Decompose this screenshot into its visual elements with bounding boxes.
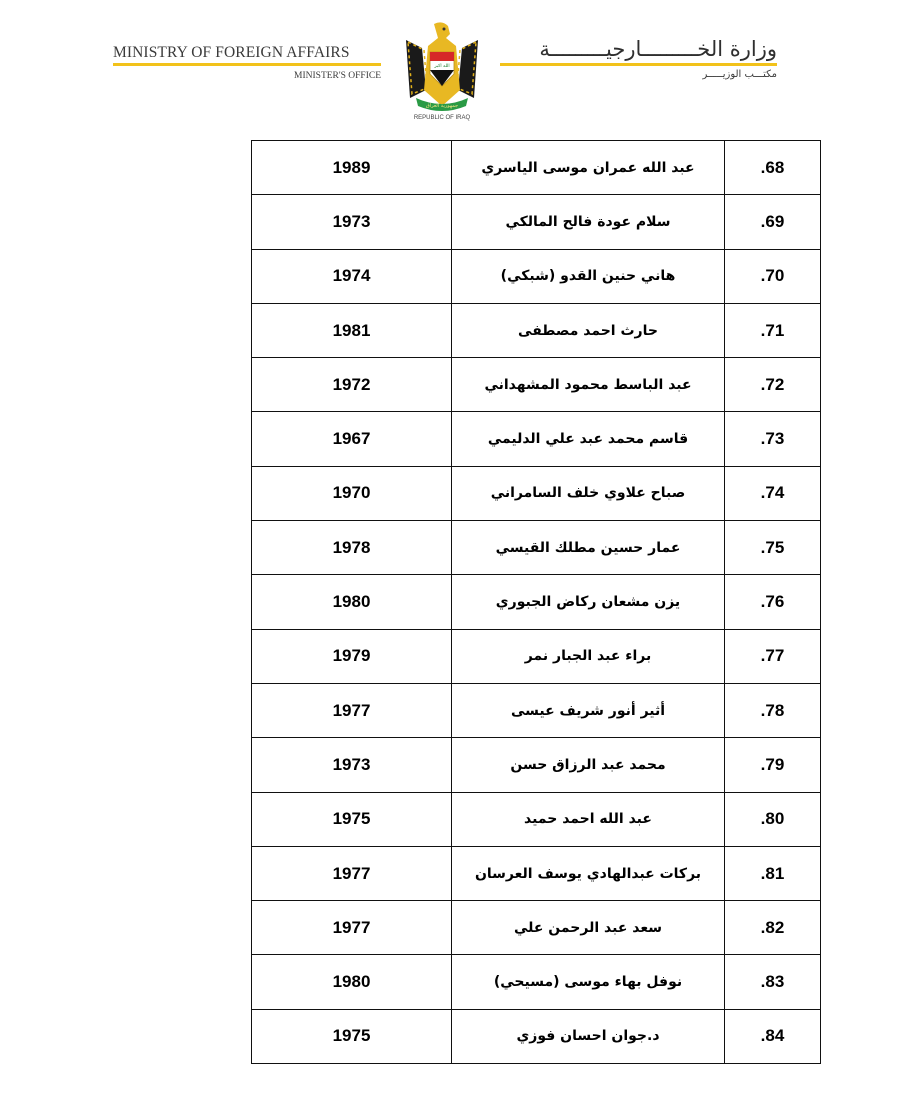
- row-number-cell: 71.: [725, 303, 821, 357]
- birth-year-cell: 1981: [252, 303, 452, 357]
- row-number-cell: 76.: [725, 575, 821, 629]
- birth-year-cell: 1973: [252, 195, 452, 249]
- full-name-cell: حارث احمد مصطفى: [452, 303, 725, 357]
- full-name-cell: عمار حسين مطلك القيسي: [452, 521, 725, 575]
- row-number-cell: 84.: [725, 1009, 821, 1063]
- svg-text:الله اكبر: الله اكبر: [434, 64, 450, 69]
- arabic-gold-rule: [500, 63, 777, 66]
- row-number-cell: 79.: [725, 738, 821, 792]
- names-table: [251, 140, 821, 1064]
- birth-year-cell: 1975: [252, 1009, 452, 1063]
- birth-year-cell: 1980: [252, 575, 452, 629]
- table-row: [252, 738, 821, 792]
- full-name-cell: عبد الله عمران موسى الياسري: [452, 141, 725, 195]
- table-row: [252, 901, 821, 955]
- row-number-cell: 72.: [725, 358, 821, 412]
- row-number-cell: 74.: [725, 466, 821, 520]
- full-name-cell: قاسم محمد عبد علي الدليمي: [452, 412, 725, 466]
- birth-year-cell: 1967: [252, 412, 452, 466]
- letterhead: [0, 0, 900, 135]
- table-row: [252, 195, 821, 249]
- table-row: [252, 955, 821, 1009]
- iraq-eagle-emblem-icon: [400, 20, 484, 128]
- birth-year-cell: 1978: [252, 521, 452, 575]
- table-row: [252, 629, 821, 683]
- row-number-cell: 69.: [725, 195, 821, 249]
- row-number-cell: 73.: [725, 412, 821, 466]
- birth-year-cell: 1973: [252, 738, 452, 792]
- table-row: [252, 1009, 821, 1063]
- table-row: [252, 683, 821, 737]
- table-row: [252, 303, 821, 357]
- english-ministry-title: MINISTRY OF FOREIGN AFFAIRS: [113, 44, 350, 61]
- row-number-cell: 70.: [725, 249, 821, 303]
- full-name-cell: د.جوان احسان فوزي: [452, 1009, 725, 1063]
- table-row: [252, 358, 821, 412]
- birth-year-cell: 1970: [252, 466, 452, 520]
- row-number-cell: 78.: [725, 683, 821, 737]
- english-gold-rule: [113, 63, 381, 66]
- birth-year-cell: 1977: [252, 846, 452, 900]
- full-name-cell: بركات عبدالهادي يوسف العرسان: [452, 846, 725, 900]
- english-letterhead: [113, 44, 381, 81]
- table-row: [252, 249, 821, 303]
- full-name-cell: عبد الله احمد حميد: [452, 792, 725, 846]
- table-row: [252, 141, 821, 195]
- row-number-cell: 80.: [725, 792, 821, 846]
- full-name-cell: براء عبد الجبار نمر: [452, 629, 725, 683]
- table-row: [252, 846, 821, 900]
- birth-year-cell: 1972: [252, 358, 452, 412]
- arabic-letterhead: [500, 36, 777, 80]
- arabic-ministry-title: وزارة الخـــــــــارجيـــــــــة: [539, 37, 777, 61]
- table-row: [252, 792, 821, 846]
- full-name-cell: نوفل بهاء موسى (مسيحي): [452, 955, 725, 1009]
- full-name-cell: أثير أنور شريف عيسى: [452, 683, 725, 737]
- birth-year-cell: 1989: [252, 141, 452, 195]
- full-name-cell: صباح علاوي خلف السامراني: [452, 466, 725, 520]
- table-row: [252, 412, 821, 466]
- birth-year-cell: 1980: [252, 955, 452, 1009]
- svg-text:جمهورية العراق: جمهورية العراق: [425, 103, 459, 109]
- full-name-cell: عبد الباسط محمود المشهداني: [452, 358, 725, 412]
- full-name-cell: يزن مشعان ركاض الجبوري: [452, 575, 725, 629]
- birth-year-cell: 1979: [252, 629, 452, 683]
- full-name-cell: سعد عبد الرحمن علي: [452, 901, 725, 955]
- row-number-cell: 77.: [725, 629, 821, 683]
- row-number-cell: 68.: [725, 141, 821, 195]
- table-row: [252, 466, 821, 520]
- birth-year-cell: 1974: [252, 249, 452, 303]
- row-number-cell: 82.: [725, 901, 821, 955]
- row-number-cell: 75.: [725, 521, 821, 575]
- emblem-caption: REPUBLIC OF IRAQ: [413, 115, 471, 121]
- birth-year-cell: 1975: [252, 792, 452, 846]
- arabic-office-subtitle: مكتـــب الوزيـــــر: [702, 69, 777, 80]
- row-number-cell: 83.: [725, 955, 821, 1009]
- table-row: [252, 521, 821, 575]
- names-table-body: [252, 141, 821, 1064]
- english-office-subtitle: MINISTER'S OFFICE: [294, 71, 381, 81]
- full-name-cell: هاني حنين القدو (شبكي): [452, 249, 725, 303]
- birth-year-cell: 1977: [252, 683, 452, 737]
- row-number-cell: 81.: [725, 846, 821, 900]
- table-row: [252, 575, 821, 629]
- full-name-cell: سلام عودة فالح المالكي: [452, 195, 725, 249]
- birth-year-cell: 1977: [252, 901, 452, 955]
- full-name-cell: محمد عبد الرزاق حسن: [452, 738, 725, 792]
